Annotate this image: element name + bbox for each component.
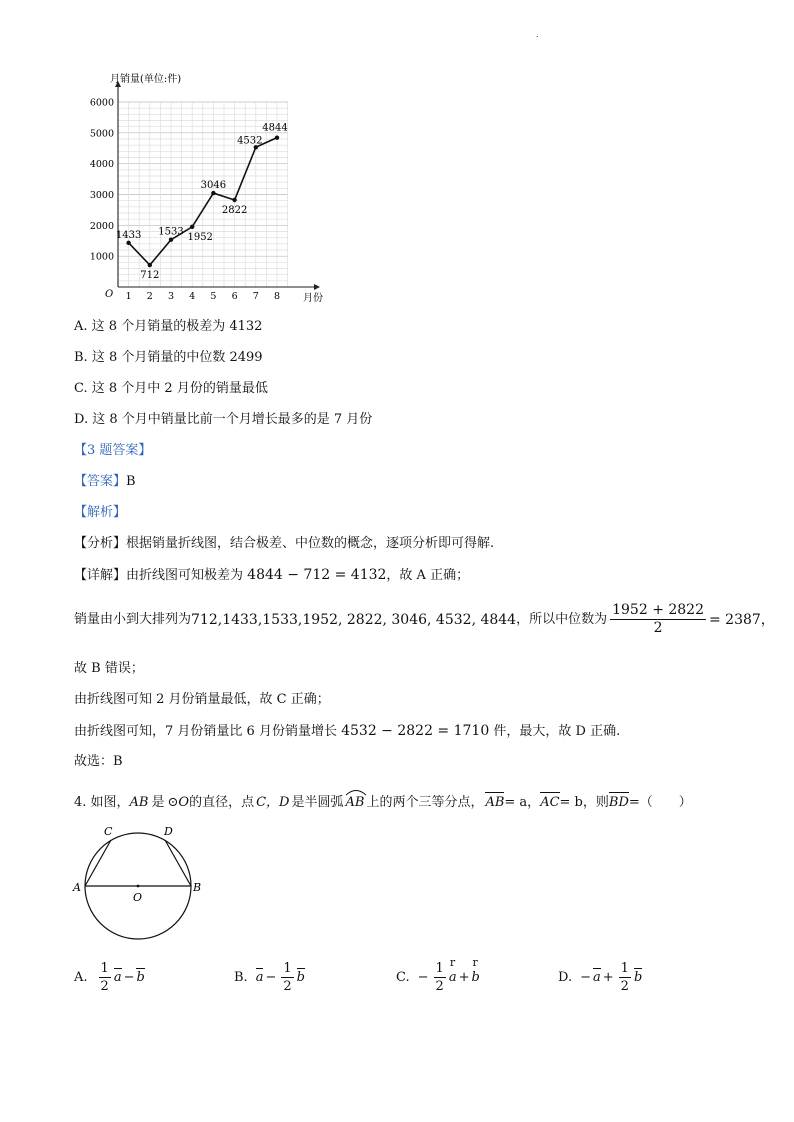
q4-eq-b: = b，则: [559, 795, 609, 810]
frac-den: 2: [283, 979, 292, 994]
answer-label: 【答案】: [74, 474, 127, 489]
data-label: 4532: [237, 135, 263, 147]
fenxi-label: 【分析】: [74, 536, 127, 551]
label-o: O: [133, 891, 143, 904]
vec-a: a: [593, 970, 601, 985]
x-axis-title: 月份: [303, 293, 323, 304]
d-formula: 4532 − 2822 = 1710: [341, 723, 490, 739]
vec-b: b: [471, 969, 480, 985]
x-tick-label: 3: [167, 291, 175, 302]
q4-arc-ab-text: AB: [345, 795, 365, 810]
circle-figure: [70, 822, 210, 948]
median-text: ，所以中位数为: [516, 611, 608, 627]
d-text-a: 由折线图可知，7 月份销量比 6 月份销量增长: [74, 724, 337, 739]
x-tick-label: 4: [189, 291, 196, 302]
r-mark: r: [472, 955, 478, 969]
vec-a: a: [448, 969, 457, 985]
fenxi-text: 根据销量折线图，结合极差、中位数的概念，逐项分析即可得解.: [126, 536, 495, 551]
median-fraction: [610, 602, 706, 637]
vec-b-r: [471, 955, 480, 987]
y-tick-label: 4000: [89, 159, 114, 171]
analysis-tag: 【解析】: [74, 505, 127, 520]
y-axis-title: 月销量(单位:件): [110, 74, 182, 85]
frac-num: 1: [283, 961, 292, 976]
y-tick-label: 6000: [89, 97, 114, 109]
sort-values: 712,1433,1533,1952, 2822, 3046, 4532, 4844: [191, 611, 517, 628]
q4-option-b: B. a − $\frac{1}{2}$ b: [234, 961, 305, 994]
d-text-b: 件，最大，故 D 正确.: [493, 724, 621, 739]
median-denominator: 2: [653, 620, 663, 636]
b-wrong-line: 故 B 错误；: [74, 661, 144, 676]
y-tick-label: 2000: [89, 220, 114, 232]
vec-b: b: [296, 970, 305, 985]
label-a: A: [73, 881, 81, 894]
data-point: [169, 238, 173, 242]
data-label: 2822: [221, 204, 248, 216]
q4-ab: AB: [129, 795, 149, 810]
sort-text: 销量由小到大排列为: [74, 611, 192, 627]
q4-eq-a: = a，: [504, 795, 541, 810]
data-point: [232, 198, 236, 202]
q4-option-a-label: A.: [74, 969, 88, 985]
half-fraction: [281, 960, 293, 995]
q4-option-d: D. − a + $\frac{1}{2}$ b: [558, 961, 643, 994]
detail-text-1a: 由折线图可知极差为: [126, 568, 244, 583]
y-tick-label: 3000: [89, 190, 114, 201]
data-point: [126, 241, 130, 245]
q4-circle-o: ⊙O: [167, 795, 190, 810]
origin-label: O: [105, 289, 114, 300]
detail-line-1: [74, 566, 469, 585]
data-point: [190, 225, 194, 229]
x-tick-label: 2: [146, 291, 153, 302]
q4-option-a: A. $\frac{1}{2}$ a − b: [74, 961, 145, 994]
x-tick-label: 6: [231, 291, 238, 302]
half-fraction: [434, 960, 446, 995]
q3-option-a: A. 这 8 个月销量的极差为 4132: [74, 319, 263, 334]
label-d: D: [164, 825, 173, 838]
answer-tag: 【3 题答案】: [74, 443, 152, 458]
q4-vec-ac: AC: [540, 792, 559, 812]
data-point: [211, 191, 215, 195]
half-fraction: [619, 960, 631, 995]
median-numerator: 1952 + 2822: [612, 602, 704, 618]
chord-bd: [165, 840, 191, 886]
data-point: [148, 263, 152, 267]
median-line: [74, 602, 775, 637]
vec-a: a: [113, 970, 122, 985]
monthly-sales-line-chart: [70, 70, 330, 310]
header-dot: .: [536, 30, 539, 39]
frac-den: 2: [100, 979, 109, 994]
detail-text-1b: ，故 A 正确；: [386, 568, 470, 583]
q4-option-d-label: D.: [558, 969, 573, 985]
data-point: [275, 135, 279, 139]
q4-stem-d: 是半圆弧: [291, 795, 344, 810]
d-right-line: [74, 722, 620, 741]
half-fraction: [99, 960, 111, 995]
detail-label: 【详解】: [74, 568, 127, 583]
vec-b: b: [136, 970, 145, 985]
x-tick-label: 1: [125, 291, 132, 302]
data-label: 712: [140, 270, 160, 282]
q3-option-c: C. 这 8 个月中 2 月份的销量最低: [74, 381, 268, 396]
detail-formula-1: 4844 − 712 = 4132: [247, 567, 387, 583]
y-tick-label: 5000: [89, 128, 114, 140]
q4-option-c-label: C.: [396, 969, 410, 985]
y-tick-label: 1000: [89, 251, 114, 263]
chord-ac: [85, 840, 111, 886]
x-axis-arrow: [314, 284, 320, 290]
data-label: 1533: [158, 226, 184, 238]
x-tick-label: 5: [210, 291, 217, 302]
vec-a-r: [448, 955, 457, 987]
q4-option-b-label: B.: [234, 969, 248, 985]
c-right-line: 由折线图可知 2 月份销量最低，故 C 正确；: [74, 692, 330, 707]
q4-option-c: C. − $\frac{1}{2}$ r a + r b: [396, 955, 480, 994]
q4-vec-bd: BD: [609, 792, 629, 812]
vec-a: a: [255, 970, 264, 985]
fenxi-line: [74, 535, 494, 553]
r-mark: r: [449, 955, 456, 969]
q4-stem-e: 上的两个三等分点，: [366, 795, 484, 810]
data-label: 4844: [262, 122, 288, 134]
data-label: 1952: [187, 231, 213, 243]
frac-num: 1: [435, 961, 444, 976]
data-label: 1433: [115, 229, 142, 241]
q4-cd: C，D: [256, 795, 290, 810]
q3-option-b: B. 这 8 个月销量的中位数 2499: [74, 350, 263, 365]
q4-stem-b: 是: [151, 795, 165, 810]
q4-eq-end: =（ ）: [628, 795, 692, 810]
vec-b: b: [633, 970, 643, 985]
frac-den: 2: [620, 979, 629, 994]
median-result: = 2387，: [709, 611, 775, 628]
q4-stem-c: 的直径，点: [189, 795, 255, 810]
q4-stem: [74, 789, 692, 812]
label-c: C: [104, 825, 113, 838]
answer-line: [74, 473, 136, 491]
frac-num: 1: [620, 961, 629, 976]
q4-stem-a: 4. 如图，: [74, 795, 130, 810]
center-point: [137, 885, 140, 888]
x-tick-label: 8: [273, 291, 281, 302]
x-tick-label: 7: [252, 291, 259, 302]
choose-line: 故选：B: [74, 754, 123, 769]
data-label: 3046: [200, 180, 227, 192]
q3-option-d: D. 这 8 个月中销量比前一个月增长最多的是 7 月份: [74, 412, 373, 427]
answer-value: B: [126, 474, 136, 489]
arc-mark-icon: [345, 788, 367, 796]
frac-num: 1: [100, 961, 109, 976]
q4-arc-ab: [345, 789, 364, 812]
q4-vec-ab: AB: [485, 792, 504, 812]
label-b: B: [193, 881, 202, 894]
frac-den: 2: [435, 979, 444, 994]
